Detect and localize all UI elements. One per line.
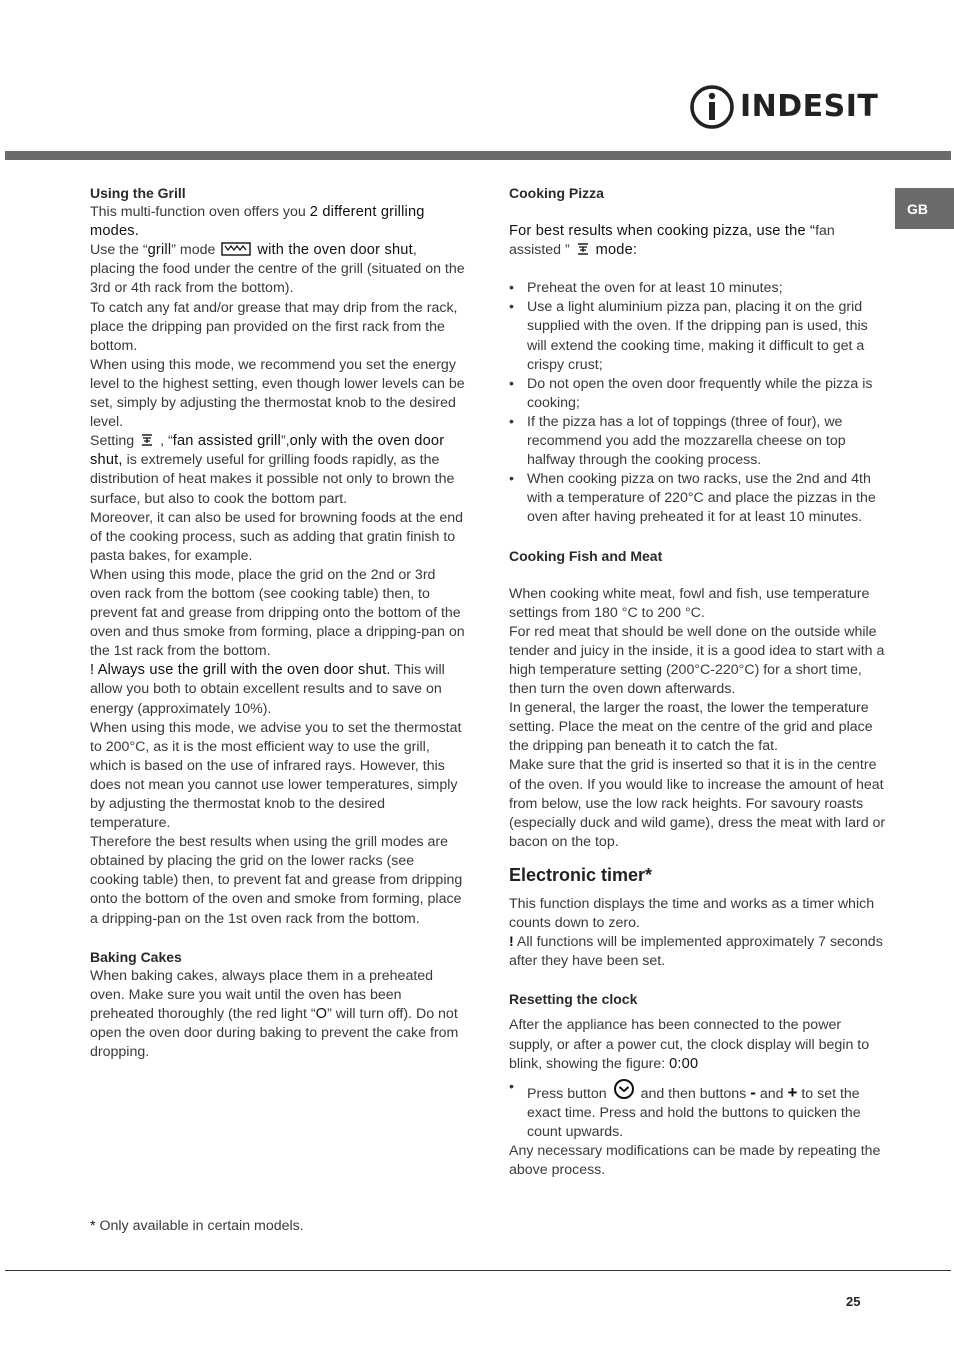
grill-therefore-paragraph: Therefore the best results when using the grill modes are obtained by placing the grid on the lower racks (see cooking table) then, to prevent fat and grease from dripping onto the bottom of the oven and smoke from forming, place a dripping-pan on the 1st oven rack from the bottom. [90,834,463,927]
fan-grill-icon [140,433,154,447]
list-item: • Do not open the oven door frequently while the pizza is cooking; [509,375,887,413]
grill-always-paragraph [90,661,465,718]
logo-wordmark: INDESIT [740,89,879,124]
reset-heading: Resetting the clock [509,991,638,1008]
grill-mode-icon [221,242,251,256]
grill-use-post: , placing the food under the centre of the grill (situated on the 3rd or 4th rack from the bottom). [90,242,465,297]
indesit-logo-mark [690,83,734,131]
list-item [509,1078,887,1142]
grill-energy-paragraph: When using this mode, we recommend you set the energy level to the highest setting, even though lower levels can be set, simply by adjusting the thermostat knob to the desired level. [90,356,465,431]
page-number: 25 [846,1294,861,1309]
pizza-tips-list [509,279,887,527]
pizza-heading: Cooking Pizza [509,185,604,201]
reset-paragraph [509,1016,887,1073]
fish-paragraph-3: In general, the larger the roast, the lower the temperature setting. Place the meat on the centre of the grid and place the dripping pan beneath it to catch the fat. [509,700,873,755]
list-item: • Use a light aluminium pizza pan, placing it on the grid supplied with the oven. If the dripping pan is used, this will extend the cooking time, making it difficult to get a crispy crust; [509,298,887,374]
spacer [509,971,887,990]
language-tab-label: GB [907,200,928,217]
door-shut-emphasis: only with the oven door shut, [90,433,445,469]
grill-use-text: Use the “ [90,242,148,259]
grill-use-paragraph [90,241,465,298]
spacer [90,929,465,948]
fan-assisted-icon [576,242,590,256]
note-mark: ! [509,934,514,951]
red-light-symbol: O [315,1005,328,1022]
reset-final-paragraph: Any necessary modifications can be made by repeating the above process. [509,1143,881,1179]
grill-heading: Using the Grill [90,185,186,201]
cakes-text-post: ” will turn off). Do not open the oven door during baking to prevent the cake from dropping. [90,1005,459,1061]
footnote-text: Only available in certain models. [95,1218,304,1234]
grill-intro-text: This multi-function oven offers you [90,204,310,221]
set-time-text: to set the exact time. Press and hold the buttons to quicken the count upwards. [527,1085,861,1140]
footnote [90,1218,304,1234]
reset-steps [509,1078,887,1142]
cakes-paragraph [90,967,465,1062]
grill-use-emphasis: with the oven door shut [257,242,413,259]
footer-rule [5,1270,951,1271]
setting-text: Setting [90,433,135,450]
footnote-star: * [90,1218,96,1234]
grill-word: grill [147,242,172,259]
spacer [509,566,887,585]
grill-fat-paragraph: To catch any fat and/or grease that may drip from the rack, place the dripping pan provided on the first rack from the bottom. [90,299,458,354]
pizza-lead-emphasis: For best results when cooking pizza, use the “ [509,223,816,240]
fish-heading: Cooking Fish and Meat [509,547,663,564]
spacer [509,528,887,547]
clock-figure: 0:00 [669,1055,699,1072]
language-tab [895,188,954,229]
grill-intro [90,203,465,241]
fish-paragraph-2: For red meat that should be well done on the outside while tender and juicy in the inside, it is a good idea to start with a high temperature setting (200°C-220°C) for a short time, then turn the oven down afterwards. [509,623,885,698]
list-item: • When cooking pizza on two racks, use the 2nd and 4th with a temperature of 220°C and place the pizzas in the oven after having preheated it for at least 10 minutes. [509,470,887,527]
setting-comma: , “ [160,433,173,450]
timer-note-text: All functions will be implemented approximately 7 seconds after they have been set. [509,934,883,970]
grill-always-post: This will allow you both to obtain excellent results and to save on energy (approximately 10%). [90,662,445,717]
left-column [90,184,465,1062]
setting-post: is extremely useful for grilling foods rapidly, as the distribution of heat makes it possible not only to brown the surface, but also to cook the bottom part. [90,452,455,507]
header-rule [5,151,951,160]
pizza-lead-plain: fan assisted ” [509,223,835,259]
list-item: • If the pizza has a lot of toppings (three of four), we recommend you add the mozzarella cheese on top halfway through the cooking process. [509,413,887,470]
minus-button-symbol: - [750,1082,756,1102]
fan-assisted-grill-label: fan assisted grill [172,433,281,450]
plus-button-symbol: + [787,1082,798,1102]
right-column [509,184,887,1180]
grill-moreover-paragraph: Moreover, it can also be used for browning foods at the end of the cooking process, such as adding that gratin finish to pasta bakes, for example. [90,509,464,564]
cakes-text: When baking cakes, always place them in a preheated oven. Make sure you wait until the oven has been preheated thoroughly (the red light “ [90,967,434,1022]
grill-warning: ! Always use the grill with the oven door shut. [90,662,391,679]
timer-paragraph: This function displays the time and works as a timer which counts down to zero. [509,896,875,932]
grill-intro-emphasis: 2 different grilling modes. [90,204,425,240]
spacer [509,203,887,222]
clock-button-icon [613,1078,635,1100]
list-item: • Preheat the oven for at least 10 minutes; [509,279,887,298]
and-text: and [755,1085,788,1102]
buttons-text: and then buttons [640,1085,751,1102]
grill-use-mid: ” mode [171,242,216,259]
setting-mid: ”, [280,433,290,450]
pizza-lead-end: mode: [595,242,638,259]
spacer [509,260,887,279]
press-text: Press button [527,1085,611,1102]
pizza-lead [509,222,887,260]
grill-setting-paragraph [90,432,465,508]
indesit-logo [690,82,878,132]
grill-place-paragraph: When using this mode, place the grid on the 2nd or 3rd oven rack from the bottom (see cooking table) then, to prevent fat and grease from dripping onto the bottom of the oven and thus smoke from forming, place a dripping-pan on the 1st rack from the bottom. [90,566,465,660]
cakes-heading: Baking Cakes [90,948,182,965]
fish-paragraph-1: When cooking white meat, fowl and fish, use temperature settings from 180 °C to 200 °C. [509,585,870,621]
reset-text: After the appliance has been connected to the power supply, or after a power cut, the clock display will begin to blink, showing the figure: [509,1017,870,1072]
timer-heading: Electronic timer* [509,864,653,885]
fish-paragraph-4: Make sure that the grid is inserted so that it is in the centre of the oven. If you would like to increase the amount of heat from below, use the low rack heights. For savoury roasts (especially duck and wild game), dress the meat with lard or bacon on the top. [509,757,886,850]
timer-note [509,933,887,971]
grill-thermostat-paragraph: When using this mode, we advise you to set the thermostat to 200°C, as it is the most efficient way to use the grill, which is based on the use of infrared rays. However, this does not mean you cannot use lower temperatures, simply by adjusting the thermostat knob to the desired temperature. [90,719,462,832]
